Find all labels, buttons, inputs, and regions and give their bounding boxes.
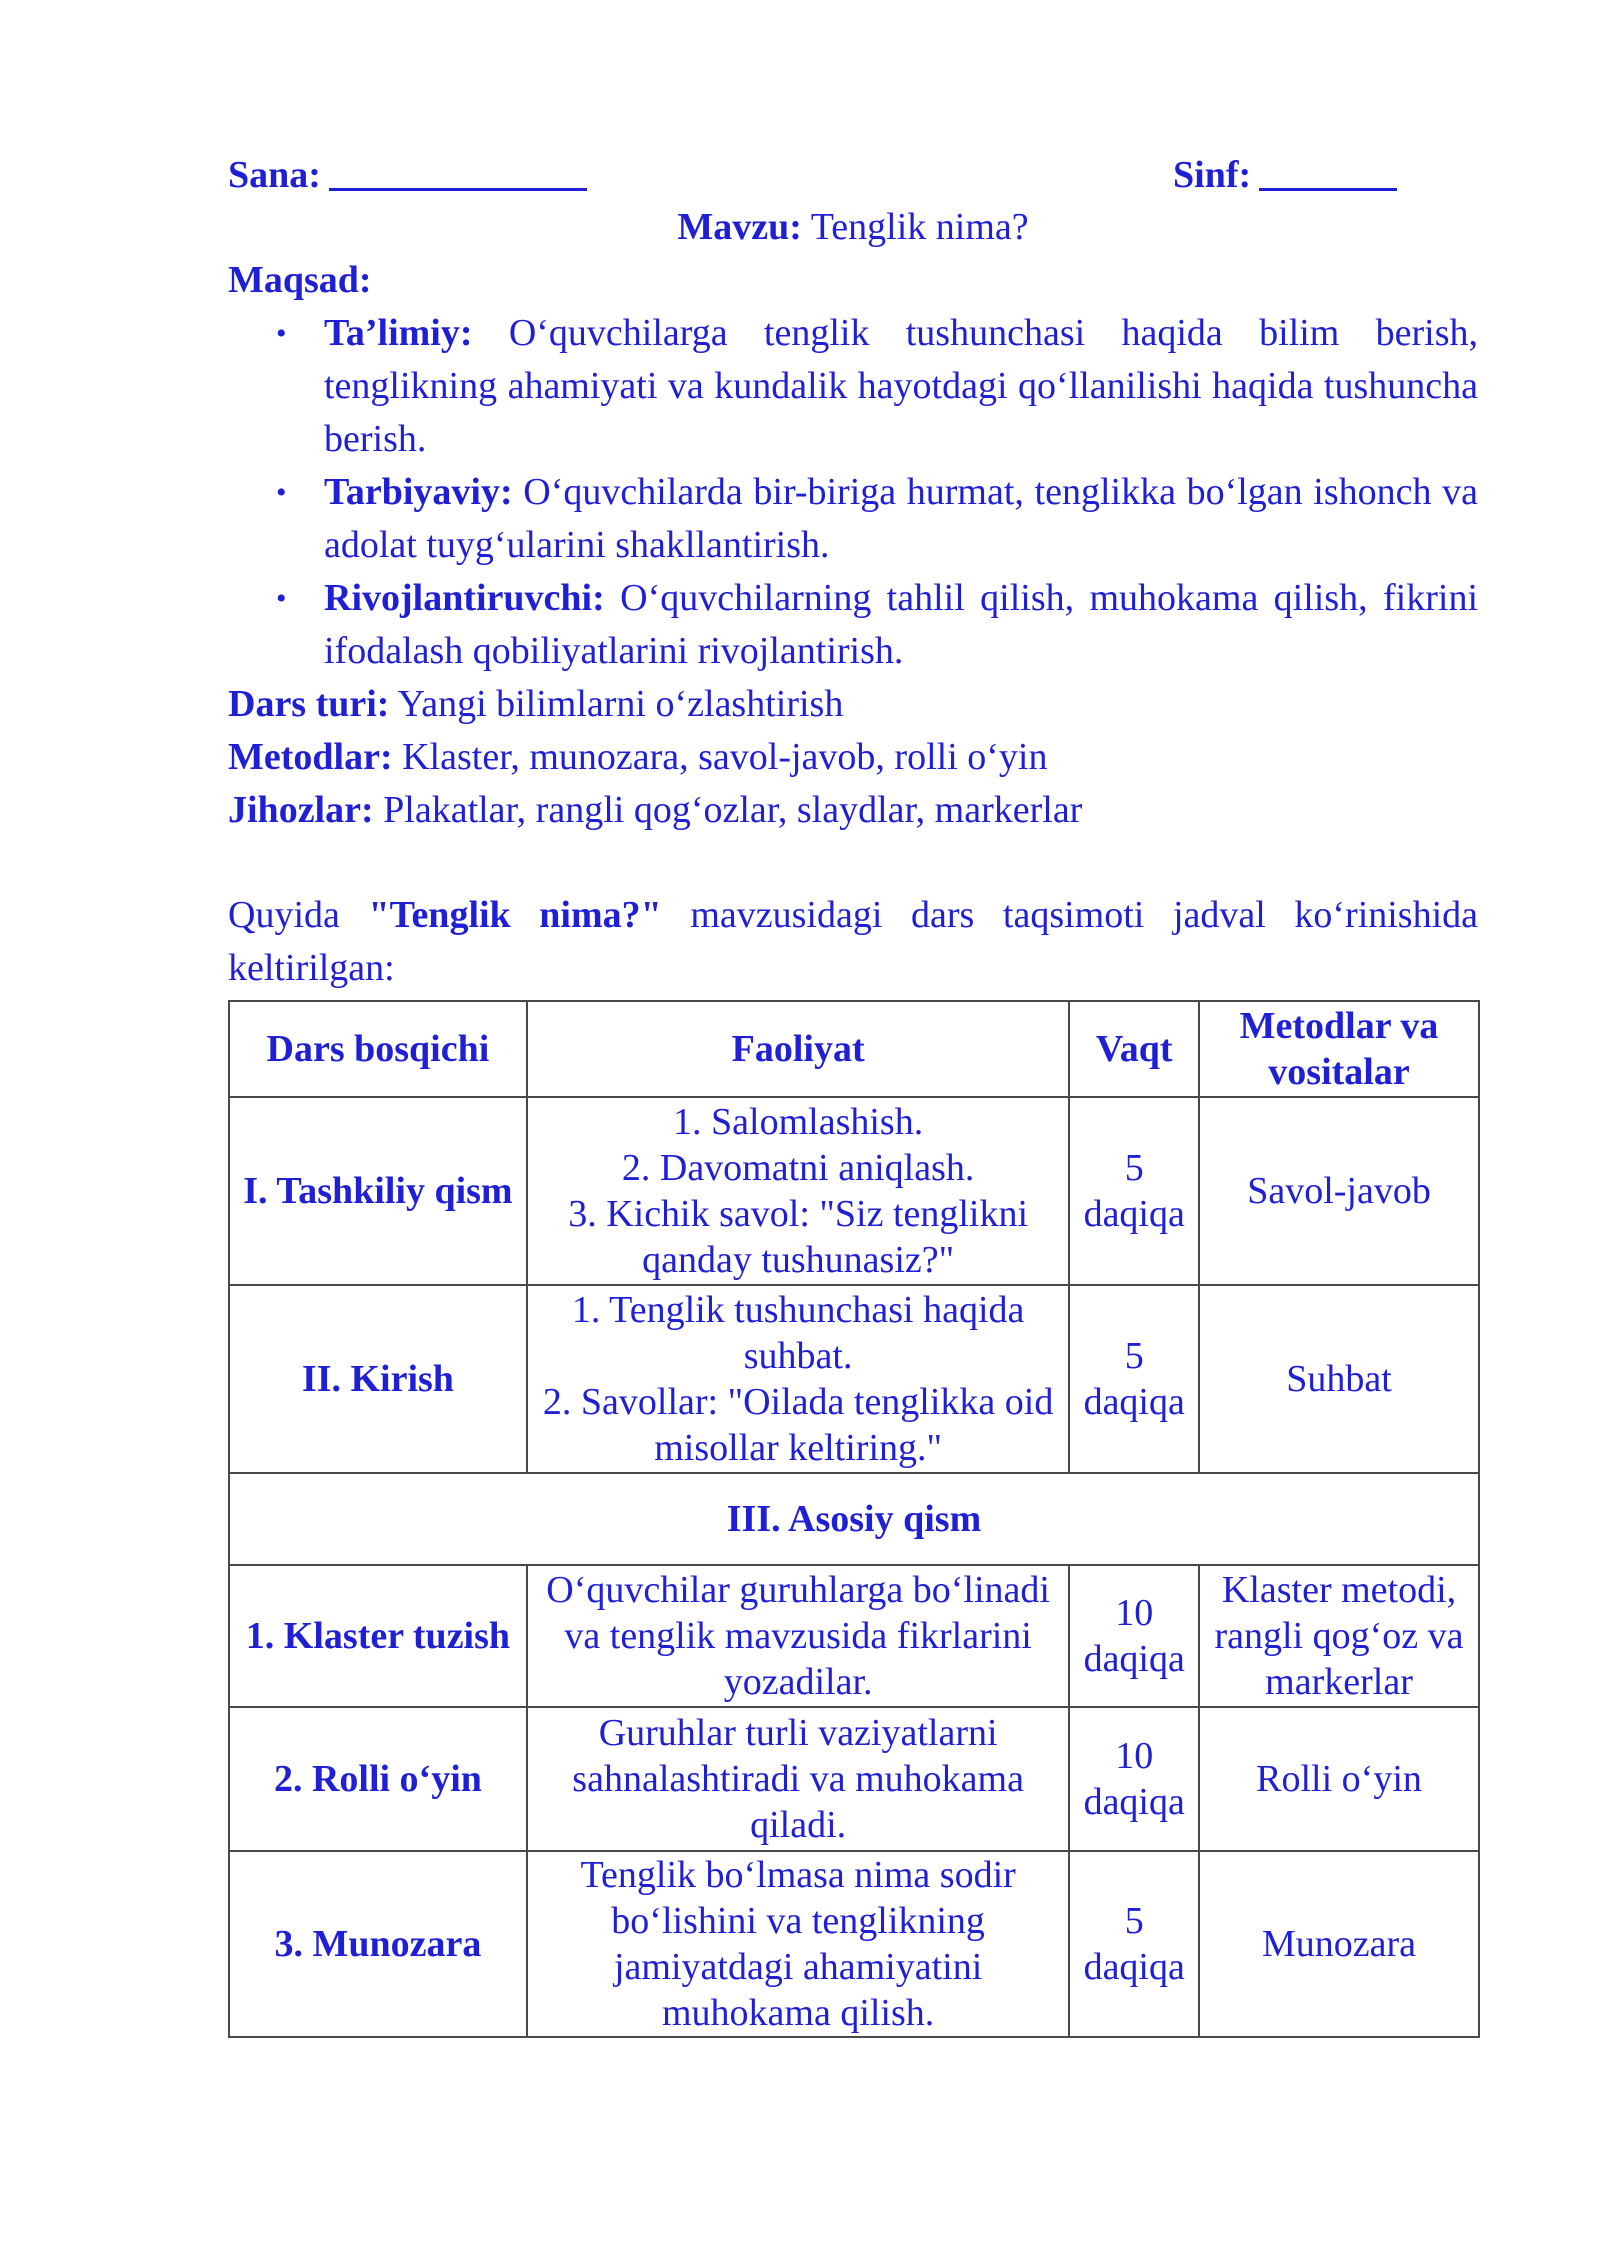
methods-value: Klaster, munozara, savol-javob, rolli o‘yin [402,736,1048,778]
stage-cell: 2. Rolli o‘yin [229,1707,527,1851]
table-row [229,1565,1479,1707]
header-cell-time: Vaqt [1069,1001,1199,1097]
intro-topic-quote: "Tenglik nima?" [368,894,662,936]
equipment-label: Jihozlar: [228,789,374,831]
document-body [228,148,1478,995]
stage-cell: I. Tashkiliy qism [229,1097,527,1285]
methods-cell: Savol-javob [1199,1097,1479,1285]
goal-item [324,572,1478,678]
time-cell: 5 daqiqa [1069,1097,1199,1285]
header-row [228,148,1478,201]
stage-cell: 1. Klaster tuzish [229,1565,527,1707]
stage-cell: II. Kirish [229,1285,527,1473]
methods-line [228,731,1478,784]
methods-label: Metodlar: [228,736,393,778]
methods-cell: Rolli o‘yin [1199,1707,1479,1851]
intro-text-after: mavzusidagi dars taqsimoti jadval ko‘rinishida keltirilgan: [228,894,1479,989]
header-cell-activity: Faoliyat [527,1001,1070,1097]
goal-text: O‘quvchilarda bir-biriga hurmat, tenglikka bo‘lgan ishonch va adolat tuyg‘ularini shakllantirish. [324,471,1479,566]
activity-line: 2. Davomatni aniqlash. [621,1147,975,1189]
methods-cell: Suhbat [1199,1285,1479,1473]
activity-line: 2. Savollar: "Oilada tenglikka oid misollar keltiring." [542,1381,1054,1469]
date-field [228,148,587,202]
topic-value: Tenglik nima? [810,206,1029,248]
equipment-value: Plakatlar, rangli qog‘ozlar, slaydlar, markerlar [383,789,1083,831]
activity-line: 1. Salomlashish. [673,1101,924,1143]
header-cell-methods: Metodlar va vositalar [1199,1001,1479,1097]
date-label: Sana: [228,154,321,196]
goal-item [324,466,1478,572]
topic-line [228,201,1478,254]
goal-item [324,307,1478,466]
topic-label: Mavzu: [677,206,802,248]
class-field [1173,148,1397,202]
lesson-plan-table [228,1000,1480,2038]
activity-cell: O‘quvchilar guruhlarga bo‘linadi va tenglik mavzusida fikrlarini yozadilar. [527,1565,1070,1707]
activity-line: 1. Tenglik tushunchasi haqida suhbat. [571,1289,1025,1377]
methods-cell: Munozara [1199,1851,1479,2037]
lesson-type-value: Yangi bilimlarni o‘zlashtirish [397,683,844,725]
class-blank-line [1259,148,1397,191]
table-section-row [229,1473,1479,1565]
activity-cell: Tenglik bo‘lmasa nima sodir bo‘lishini va tenglikning jamiyatdagi ahamiyatini muhokama qilish. [527,1851,1070,2037]
section-heading-cell: III. Asosiy qism [229,1473,1479,1565]
goal-text: O‘quvchilarga tenglik tushunchasi haqida bilim berish, tenglikning ahamiyati va kundalik hayotdagi qo‘llanilishi haqida tushuncha berish. [324,312,1478,460]
goal-label: Ta’limiy: [324,312,473,354]
activity-line: 3. Kichik savol: "Siz tenglikni qanday tushunasiz?" [568,1193,1029,1281]
table-row [229,1707,1479,1851]
lesson-type-line [228,678,1478,731]
time-cell: 10 daqiqa [1069,1565,1199,1707]
equipment-line [228,784,1478,837]
intro-text-before: Quyida [228,894,340,936]
lesson-type-label: Dars turi: [228,683,390,725]
goals-label: Maqsad: [228,259,372,301]
goal-text: O‘quvchilarning tahlil qilish, muhokama qilish, fikrini ifodalash qobiliyatlarini rivojlantirish. [324,577,1478,672]
time-cell: 5 daqiqa [1069,1285,1199,1473]
intro-paragraph [228,889,1478,995]
class-label: Sinf: [1173,154,1252,196]
time-cell: 5 daqiqa [1069,1851,1199,2037]
header-cell-stage: Dars bosqichi [229,1001,527,1097]
spacer [228,837,1478,889]
methods-cell: Klaster metodi, rangli qog‘oz va markerlar [1199,1565,1479,1707]
date-blank-line [329,148,587,191]
activity-cell [527,1285,1070,1473]
table-row [229,1851,1479,2037]
table-row [229,1097,1479,1285]
stage-cell: 3. Munozara [229,1851,527,2037]
goal-label: Rivojlantiruvchi: [324,577,605,619]
goals-list [228,307,1478,678]
activity-cell [527,1097,1070,1285]
table-header-row [229,1001,1479,1097]
time-cell: 10 daqiqa [1069,1707,1199,1851]
goals-heading [228,254,1478,307]
activity-cell: Guruhlar turli vaziyatlarni sahnalashtiradi va muhokama qiladi. [527,1707,1070,1851]
goal-label: Tarbiyaviy: [324,471,513,513]
table-row [229,1285,1479,1473]
